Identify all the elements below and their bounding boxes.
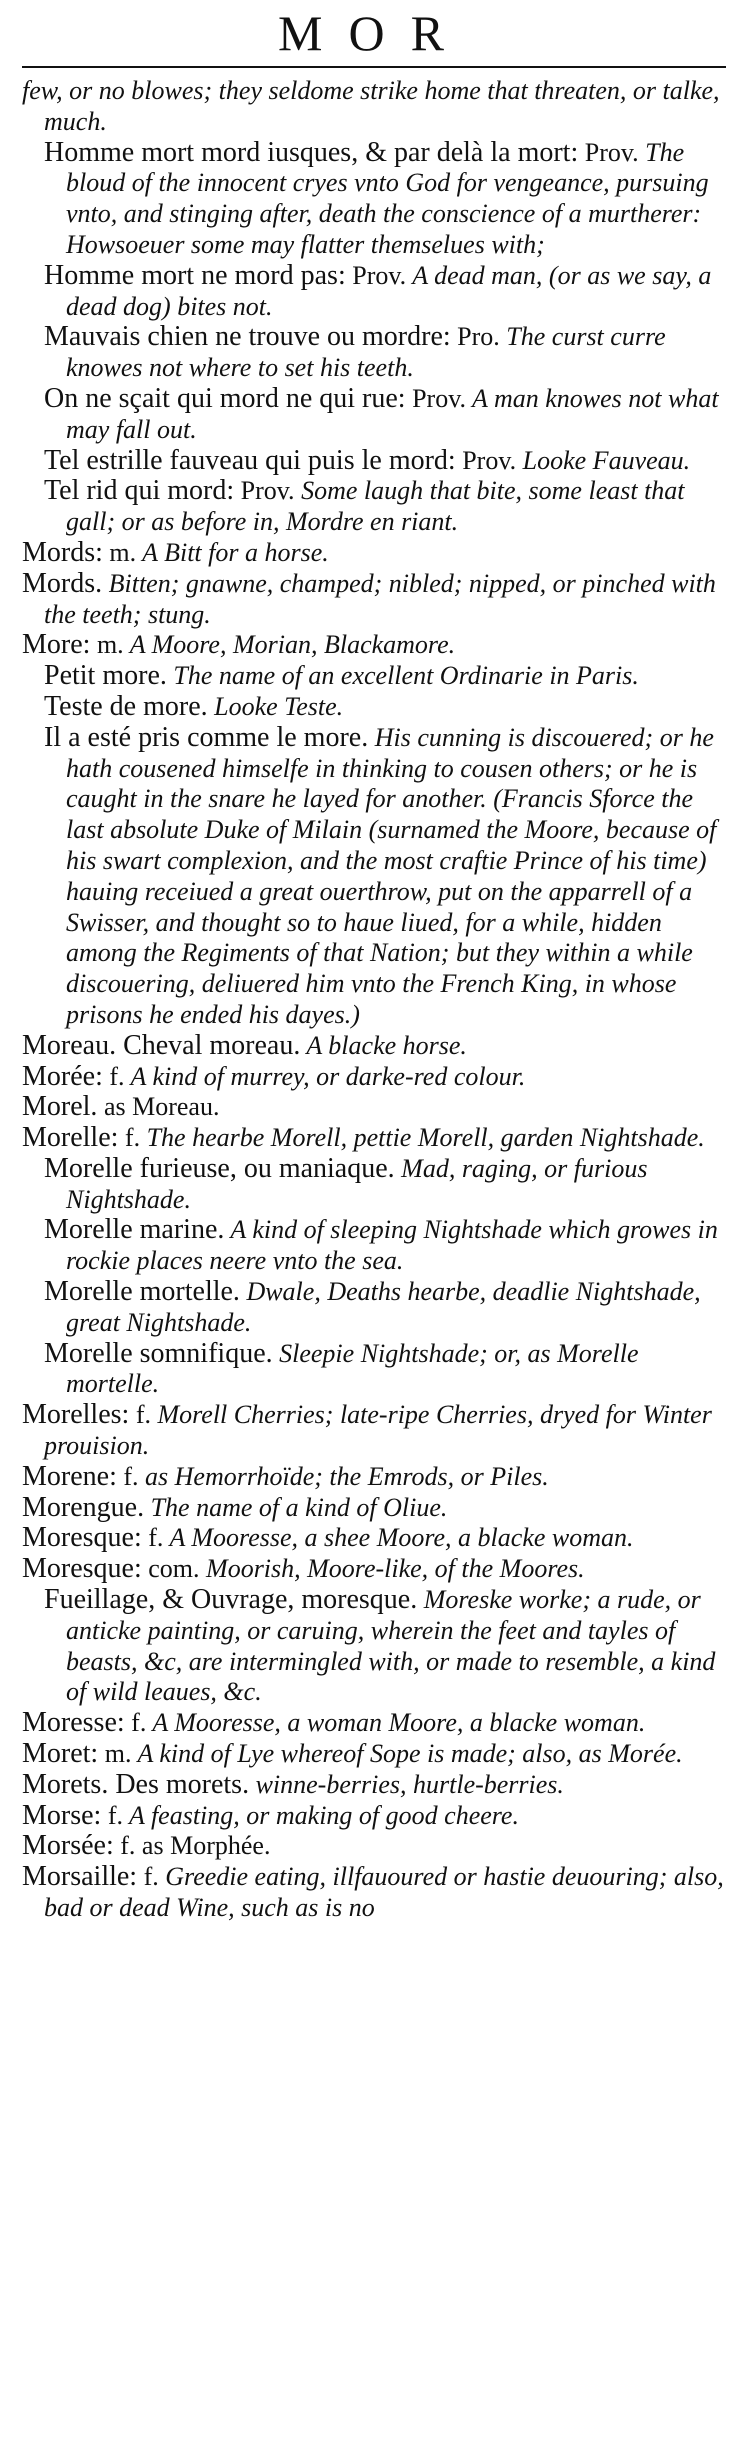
headword: Homme mort ne mord pas: — [44, 259, 346, 291]
headword: Morel. — [22, 1091, 98, 1123]
definition: A Moore, Morian, Blackamore. — [123, 630, 456, 660]
dictionary-entry — [22, 630, 726, 661]
sub-entry — [22, 384, 726, 446]
grammar-label: f. — [137, 1862, 159, 1892]
sub-entry — [22, 446, 726, 477]
sub-entry — [22, 692, 726, 723]
headword: Moresque: — [22, 1553, 142, 1585]
grammar-label: m. — [98, 1739, 132, 1769]
dictionary-entry — [22, 1092, 726, 1123]
continuation-text: few, or no blowes; they seldome strike home that threaten, or talke, much. — [22, 76, 720, 136]
grammar-label: Prov. — [578, 137, 639, 167]
grammar-label: Pro. — [450, 322, 500, 352]
headword: Moresse: — [22, 1707, 125, 1739]
dictionary-entry — [22, 538, 726, 569]
sub-entry — [22, 1154, 726, 1216]
grammar-label: Prov. — [455, 445, 517, 475]
sub-entry — [22, 261, 726, 323]
grammar-label: f. — [101, 1800, 123, 1830]
grammar-label: Prov. — [405, 383, 467, 413]
definition: The name of an excellent Ordinarie in Paris. — [166, 661, 639, 691]
dictionary-entry — [22, 1554, 726, 1585]
running-head: MOR — [278, 5, 470, 61]
headword: Mords. — [22, 567, 103, 599]
definition: A kind of Lye whereof Sope is made; also, as Morée. — [131, 1739, 683, 1769]
sub-entry — [22, 138, 726, 261]
dictionary-entry — [22, 1493, 726, 1524]
grammar-label: m. — [90, 630, 124, 660]
sub-entry — [22, 661, 726, 692]
headword: Morsée: — [22, 1830, 114, 1862]
grammar-label: f. — [102, 1061, 125, 1091]
definition: winne-berries, hurtle-berries. — [249, 1769, 564, 1799]
sub-entry — [22, 723, 726, 1031]
definition: His cunning is discouered; or he hath cousened himselfe in thinking to cousen others; or he is caught in the snare he layed for another. (Francis Sforce the last absolute Duke of Milain (surnamed the Moore, because of his swart complexion, and the most craftie Prince of his time) hauing receiued a great ouerthrow, put on the apparrell of a Swisser, and thought so to haue liued, for a while, hidden among the Regiments of that Nation; but they within a while discouering, deliuered him vnto the French King, in whose prisons he ended his dayes.) — [66, 722, 717, 1029]
sub-entry — [22, 1339, 726, 1401]
headword: Morée: — [22, 1060, 103, 1092]
definition: The hearbe Morell, pettie Morell, garden Nightshade. — [140, 1123, 705, 1153]
headword: Morelle furieuse, ou maniaque. — [44, 1152, 395, 1184]
dictionary-entry — [22, 1523, 726, 1554]
headword: Tel estrille fauveau qui puis le mord: — [44, 444, 456, 476]
dictionary-entry — [22, 1739, 726, 1770]
headword: Mords: — [22, 536, 103, 568]
sub-entry — [22, 322, 726, 384]
headword: Moret: — [22, 1738, 99, 1770]
definition: A Bitt for a horse. — [136, 537, 329, 567]
definition: The name of a kind of Oliue. — [144, 1492, 448, 1522]
grammar-label: m. — [102, 537, 137, 567]
headword: Morene: — [22, 1460, 117, 1492]
headword: Moreau. Cheval moreau. — [22, 1029, 301, 1061]
definition: Some laugh that bite, some least that gall; or as before in, Mordre en riant. — [66, 476, 685, 537]
dictionary-entry — [22, 569, 726, 631]
grammar-label: f. — [129, 1400, 151, 1430]
definition: A feasting, or making of good cheere. — [123, 1800, 519, 1830]
dictionary-entry — [22, 1770, 726, 1801]
definition: Looke Teste. — [207, 691, 344, 721]
grammar-label: f. — [116, 1461, 139, 1491]
definition: Looke Fauveau. — [516, 445, 691, 475]
dictionary-entry — [22, 1708, 726, 1739]
grammar-label: f. as Morphée. — [113, 1831, 271, 1861]
headword: Morelles: — [22, 1399, 130, 1431]
definition: A dead man, (or as we say, a dead dog) bites not. — [66, 260, 712, 321]
entry-list — [22, 138, 726, 1924]
definition: as Hemorrhoïde; the Emrods, or Piles. — [138, 1461, 549, 1491]
grammar-label: f. — [118, 1123, 141, 1153]
dictionary-entry — [22, 1462, 726, 1493]
dictionary-entry — [22, 1831, 726, 1862]
definition: Moorish, Moore-like, of the Moores. — [199, 1554, 585, 1584]
grammar-label: f. — [124, 1708, 147, 1738]
headword: Morsaille: — [22, 1861, 138, 1893]
headword: Morengue. — [22, 1491, 145, 1523]
sub-entry — [22, 1215, 726, 1277]
headword: Mauvais chien ne trouve ou mordre: — [44, 321, 451, 353]
sub-entry — [22, 1277, 726, 1339]
dictionary-entry — [22, 1123, 726, 1154]
headword: Morelle somnifique. — [44, 1337, 273, 1369]
headword: Morets. Des morets. — [22, 1768, 250, 1800]
headword: Petit more. — [44, 660, 167, 692]
dictionary-entry — [22, 1031, 726, 1062]
definition: Greedie eating, illfauoured or hastie deuouring; also, bad or dead Wine, such as is no — [44, 1862, 724, 1923]
definition: A Mooresse, a woman Moore, a blacke woman. — [146, 1708, 646, 1738]
header-rule — [22, 66, 726, 68]
headword: More: — [22, 629, 91, 661]
definition: Morell Cherries; late-ripe Cherries, dryed for Winter prouision. — [44, 1400, 712, 1461]
grammar-label: as Moreau. — [97, 1092, 220, 1122]
definition: A man knowes not what may fall out. — [66, 383, 719, 444]
headword: On ne sçait qui mord ne qui rue: — [44, 382, 406, 414]
definition: The curst curre knowes not where to set his teeth. — [66, 322, 666, 383]
definition: Sleepie Nightshade; or, as Morelle mortelle. — [66, 1338, 639, 1399]
definition: A Mooresse, a shee Moore, a blacke woman. — [163, 1523, 634, 1553]
grammar-label: Prov. — [234, 476, 295, 506]
dictionary-entry — [22, 1062, 726, 1093]
definition: A kind of murrey, or darke-red colour. — [124, 1061, 526, 1091]
definition: A kind of sleeping Nightshade which growes in rockie places neere vnto the sea. — [66, 1215, 718, 1276]
definition: The bloud of the innocent cryes vnto God for vengeance, pursuing vnto, and stinging after, death the conscience of a murtherer: Howsoeuer some may flatter themselues with; — [66, 137, 709, 259]
definition: A blacke horse. — [300, 1030, 467, 1060]
grammar-label: com. — [141, 1554, 200, 1584]
headword: Teste de more. — [44, 690, 208, 722]
headword: Homme mort mord iusques, & par delà la mort: — [44, 136, 579, 168]
headword: Morelle: — [22, 1122, 119, 1154]
entries-column — [22, 76, 726, 1924]
sub-entry — [22, 1585, 726, 1708]
definition: Dwale, Deaths hearbe, deadlie Nightshade, great Nightshade. — [66, 1277, 701, 1337]
dictionary-entry — [22, 1862, 726, 1924]
grammar-label: f. — [141, 1523, 164, 1553]
definition: Mad, raging, or furious Nightshade. — [66, 1153, 648, 1214]
headword: Tel rid qui mord: — [44, 475, 235, 507]
sub-entry — [22, 476, 726, 538]
dictionary-entry — [22, 1801, 726, 1832]
definition: Moreske worke; a rude, or anticke painting, or caruing, wherein the feet and tayles of beasts, &c, are intermingled with, or made to resemble, a kind of wild leaues, &c. — [66, 1585, 716, 1707]
dictionary-entry — [22, 1400, 726, 1462]
headword: Il a esté pris comme le more. — [44, 721, 369, 753]
headword: Morelle mortelle. — [44, 1276, 240, 1308]
grammar-label: Prov. — [345, 260, 407, 290]
definition: Bitten; gnawne, champed; nibled; nipped, or pinched with the teeth; stung. — [44, 568, 716, 629]
headword: Fueillage, & Ouvrage, moresque. — [44, 1584, 418, 1616]
headword: Morse: — [22, 1799, 102, 1831]
headword: Morelle marine. — [44, 1214, 225, 1246]
headword: Moresque: — [22, 1522, 142, 1554]
